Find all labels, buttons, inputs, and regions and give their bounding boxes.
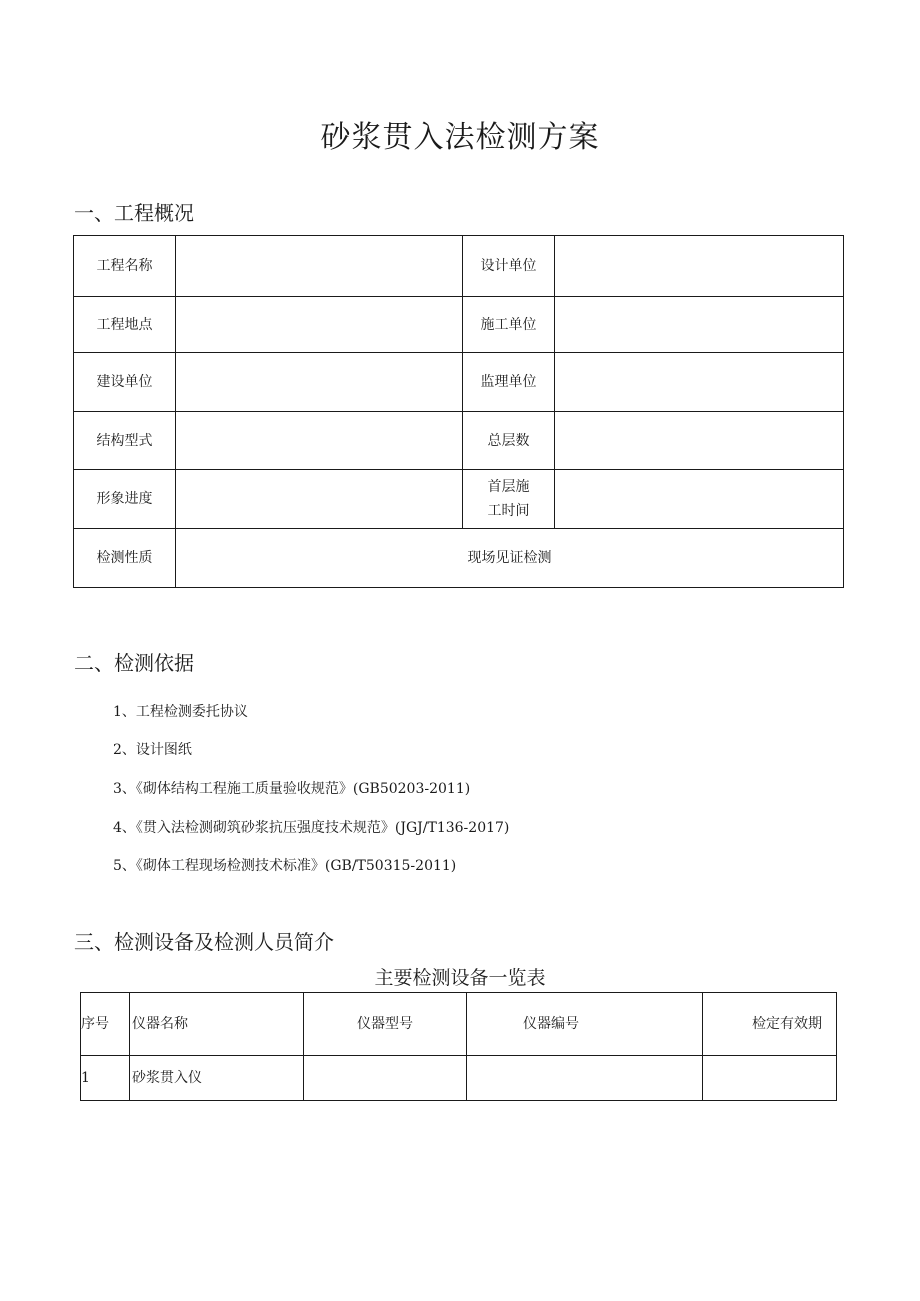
column-header: 仪器编号 xyxy=(467,993,703,1056)
section-heading-basis: 二、检测依据 xyxy=(74,651,194,675)
document-title: 砂浆贯入法检测方案 xyxy=(320,120,600,155)
value-cell xyxy=(555,236,844,297)
value-cell xyxy=(176,236,463,297)
value-cell xyxy=(176,297,463,353)
table-row xyxy=(74,353,844,412)
label-cell: 监理单位 xyxy=(463,353,555,412)
label-cell: 结构型式 xyxy=(74,412,176,470)
value-cell xyxy=(555,297,844,353)
label-cell: 施工单位 xyxy=(463,297,555,353)
table-cell xyxy=(304,1056,467,1101)
label-cell: 建设单位 xyxy=(74,353,176,412)
label-cell: 首层施工时间 xyxy=(463,470,555,529)
equipment-table-title: 主要检测设备一览表 xyxy=(374,967,546,989)
table-cell xyxy=(467,1056,703,1101)
value-cell xyxy=(176,470,463,529)
table-cell: 砂浆贯入仪 xyxy=(130,1056,304,1101)
equipment-table xyxy=(80,992,837,1101)
project-overview-table xyxy=(73,235,844,588)
table-row xyxy=(74,297,844,353)
value-cell xyxy=(555,470,844,529)
value-cell xyxy=(176,353,463,412)
column-header: 仪器型号 xyxy=(304,993,467,1056)
label-cell: 检测性质 xyxy=(74,529,176,588)
section-heading-overview: 一、工程概况 xyxy=(74,201,194,225)
value-cell xyxy=(555,353,844,412)
table-row xyxy=(81,1056,837,1101)
label-cell: 总层数 xyxy=(463,412,555,470)
value-cell xyxy=(176,412,463,470)
list-item: 1、工程检测委托协议 xyxy=(113,704,248,720)
list-item: 4、《贯入法检测砌筑砂浆抗压强度技术规范》(JGJ/T136-2017) xyxy=(113,820,510,836)
table-row xyxy=(74,412,844,470)
label-cell: 工程地点 xyxy=(74,297,176,353)
label-cell: 工程名称 xyxy=(74,236,176,297)
table-row xyxy=(74,470,844,529)
section-heading-equipment: 三、检测设备及检测人员简介 xyxy=(74,930,334,954)
label-cell: 形象进度 xyxy=(74,470,176,529)
table-header-row xyxy=(81,993,837,1056)
label-cell: 设计单位 xyxy=(463,236,555,297)
value-cell xyxy=(555,412,844,470)
list-item: 3、《砌体结构工程施工质量验收规范》(GB50203-2011) xyxy=(113,781,471,797)
inspection-nature-value: 现场见证检测 xyxy=(176,529,844,588)
column-header: 序号 xyxy=(81,993,130,1056)
table-cell xyxy=(703,1056,837,1101)
column-header: 检定有效期 xyxy=(703,993,837,1056)
table-cell: 1 xyxy=(81,1056,130,1101)
table-row xyxy=(74,529,844,588)
table-row xyxy=(74,236,844,297)
list-item: 2、设计图纸 xyxy=(113,742,192,758)
list-item: 5、《砌体工程现场检测技术标准》(GB/T50315-2011) xyxy=(113,858,457,874)
column-header: 仪器名称 xyxy=(130,993,304,1056)
